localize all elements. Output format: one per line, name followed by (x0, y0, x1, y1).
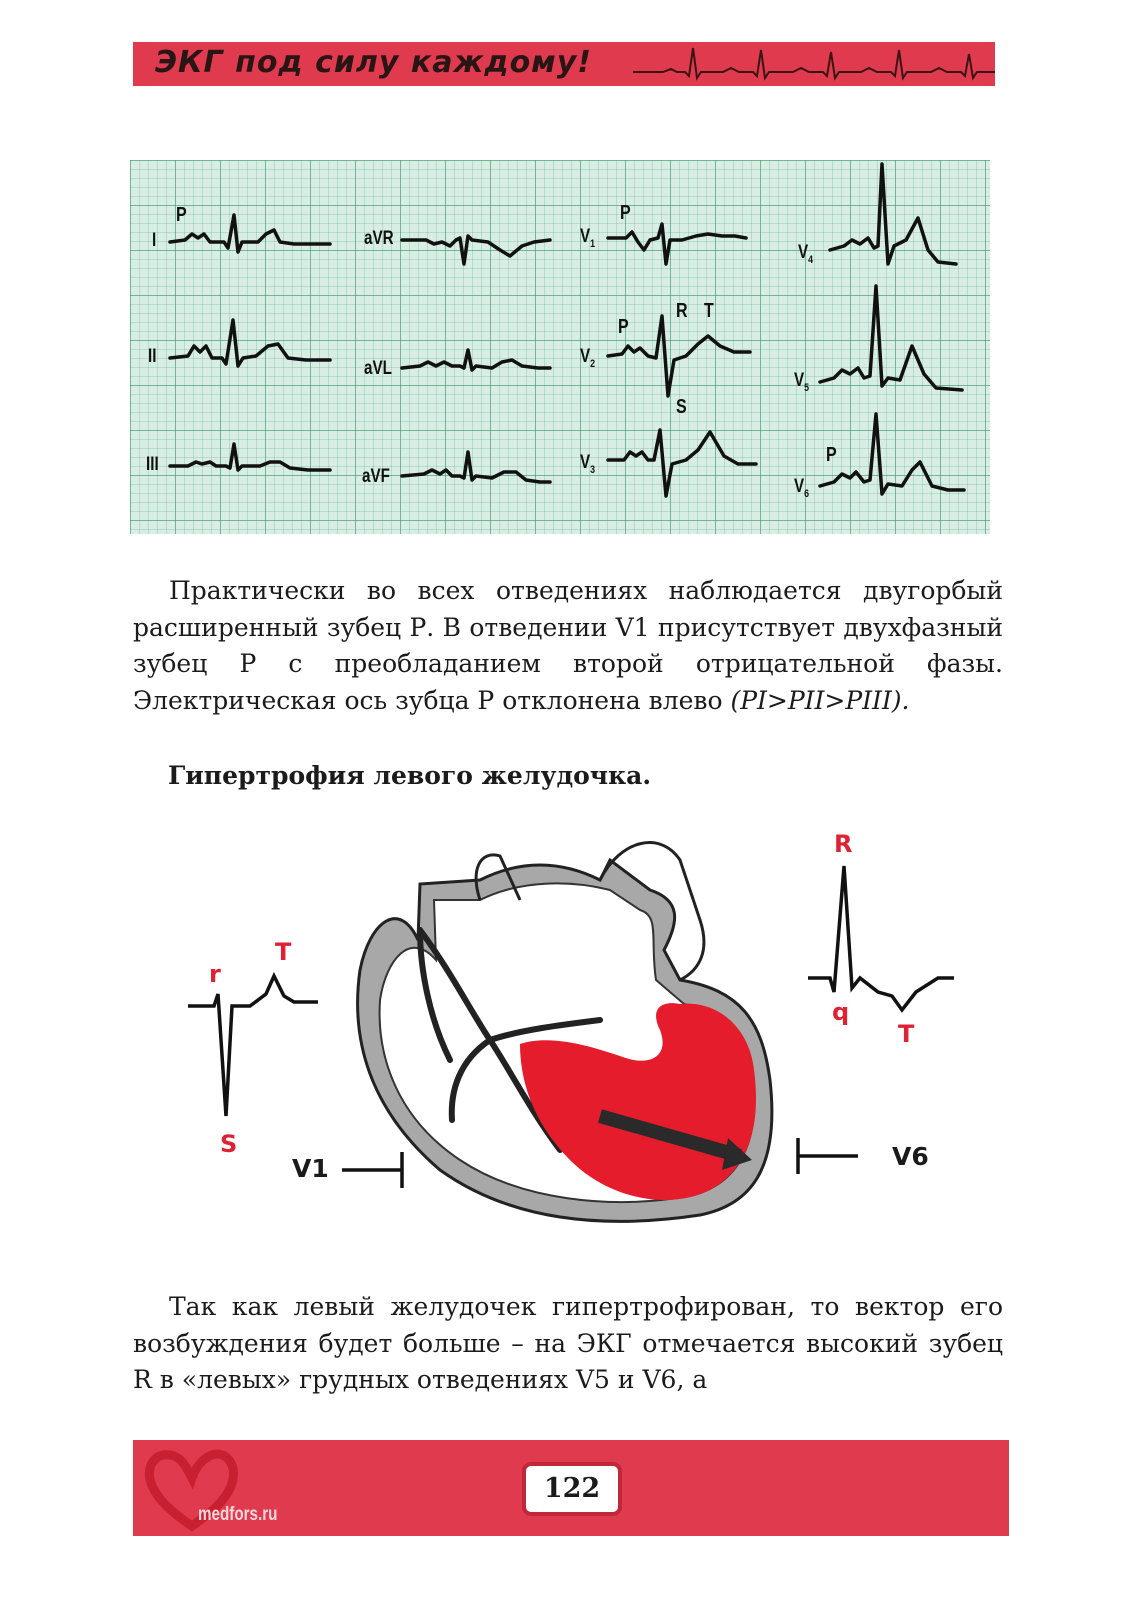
lead-label-v6: $V_6$ (794, 476, 810, 500)
wave-label-p-lead-v1: P (620, 202, 631, 224)
section-heading: Гипертрофия левого желудочка. (168, 761, 652, 790)
trace-lead-v5 (820, 286, 962, 390)
wave-label-t-lead-v2: T (704, 300, 714, 322)
v1-label-t: T (275, 938, 292, 966)
lead-label-avr: aVR (364, 228, 394, 249)
electrode-v1 (342, 1152, 402, 1188)
v6-label-q: q (832, 998, 850, 1026)
lead-label-v4: $V_4$ (798, 242, 814, 266)
trace-lead-v1 (608, 224, 746, 264)
logo-text: medfors.ru (198, 1504, 278, 1525)
lead-label-v1: $V_1$ (580, 226, 596, 250)
lead-label-ii: II (148, 346, 157, 367)
page-number: 122 (522, 1462, 622, 1516)
trace-lead-iii (170, 444, 330, 470)
v6-label-r: R (834, 830, 853, 858)
wave-label-p-lead-v6: P (826, 444, 837, 466)
electrode-label-v1: V1 (292, 1154, 329, 1183)
lead-label-avf: aVF (362, 466, 390, 487)
lead-label-iii: III (146, 454, 159, 475)
ecg-traces (130, 160, 990, 534)
lead-label-i: I (152, 230, 157, 251)
trace-lead-ii (170, 320, 330, 366)
header-ecg-decoration (633, 42, 995, 86)
header-band (133, 42, 995, 86)
lead-label-v3: $V_3$ (580, 452, 596, 476)
trace-lead-avr (402, 236, 550, 264)
wave-label-p-lead-v2: P (618, 316, 629, 338)
trace-lead-i (170, 215, 330, 252)
trace-lead-v4 (830, 164, 956, 264)
v6-qrs-complex (808, 866, 954, 1010)
wave-label-p-lead-i: P (176, 204, 187, 226)
v6-label-t: T (898, 1020, 915, 1048)
lead-label-v5: $V_5$ (794, 370, 810, 394)
lead-label-v2: $V_2$ (580, 346, 596, 370)
paragraph-lvh-description: Так как левый желудочек гипертрофирован, то вектор его возбуждения будет больше – на ЭКГ отмечается высокий зубец R в «левых» грудных отведениях V5 и V6, а (133, 1292, 1003, 1394)
v1-label-s: S (220, 1130, 238, 1158)
ecg-grid-figure (130, 160, 990, 534)
electrode-v6 (798, 1138, 858, 1174)
wave-label-r-lead-v2: R (676, 300, 688, 322)
wave-label-s-lead-v2: S (676, 396, 687, 418)
trace-lead-v3 (608, 430, 756, 496)
electrode-label-v6: V6 (892, 1142, 929, 1171)
trace-lead-v6 (820, 414, 964, 494)
v1-label-r: r (209, 960, 221, 988)
trace-lead-avl (402, 350, 550, 370)
lead-label-avl: aVL (364, 358, 392, 379)
paragraph-p-wave-description: Практически во всех отведениях наблюдается двугорбый расширенный зубец Р. В отведении V1 присутствует двухфазный зубец Р с преобладанием второй отрицательной фазы. Электрическая ось зубца Р отклонена влево (PI>PII>PIII). (133, 576, 1003, 715)
trace-lead-v2 (608, 316, 750, 396)
trace-lead-avf (402, 452, 550, 482)
v1-qrs-complex (188, 976, 318, 1116)
book-title: ЭКГ под силу каждому! (155, 45, 592, 80)
